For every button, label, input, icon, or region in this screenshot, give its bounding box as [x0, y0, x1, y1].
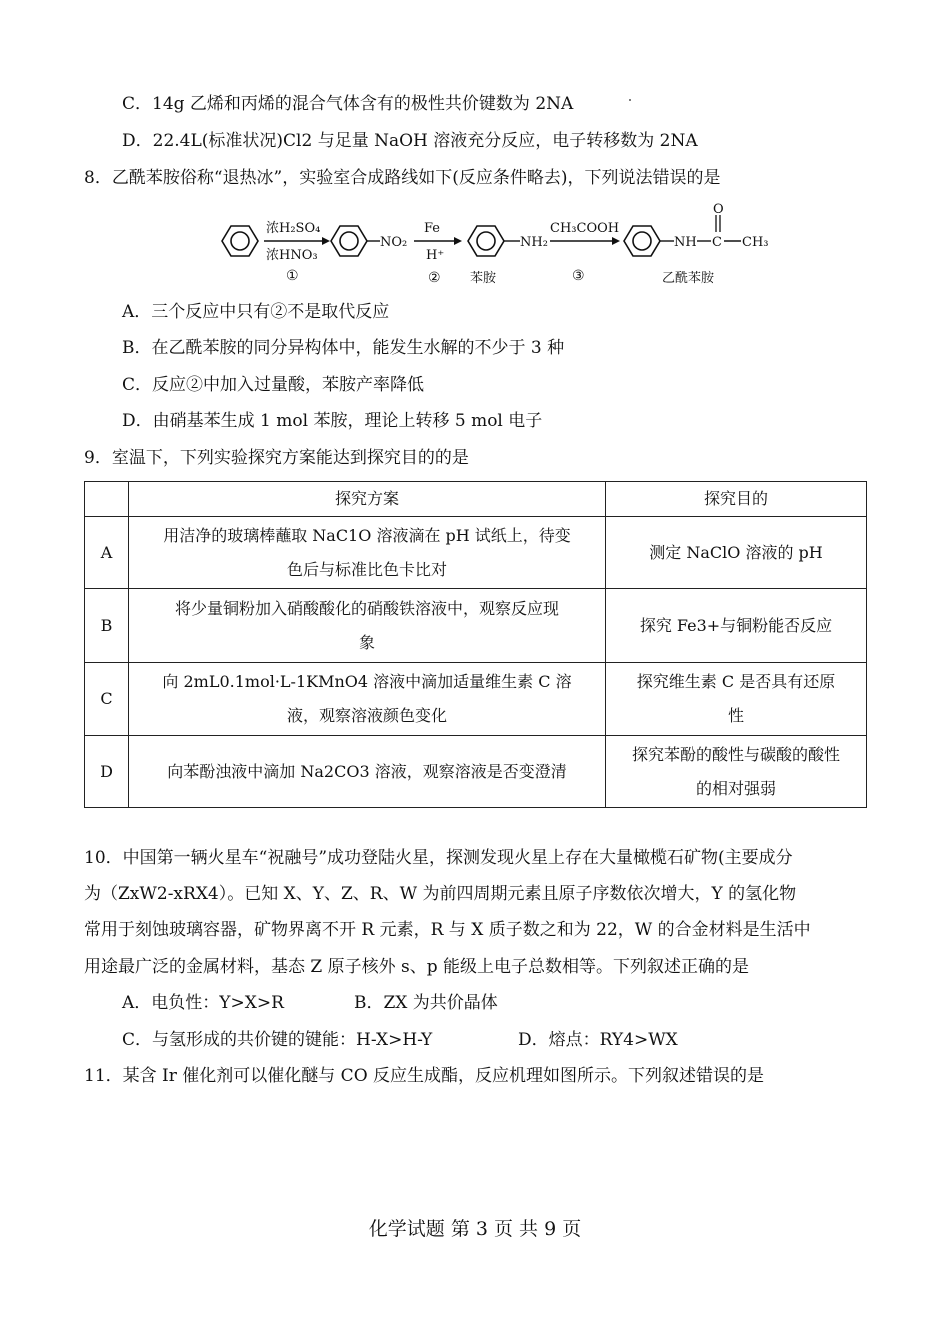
q11-stem: 11．某含 Ir 催化剂可以催化醚与 CO 反应生成酯，反应机理如图所示。下列叙述错误的是 [84, 1066, 765, 1086]
plan-cell [129, 589, 606, 663]
benzene-ring-1 [222, 226, 258, 256]
plan-cell [129, 517, 606, 589]
reagent-3-top: CH₃COOH [550, 221, 620, 236]
q10-stem-line4: 用途最广泛的金属材料，基态 Z 原子核外 s、p 能级上电子总数相等。下列叙述正确的是 [84, 957, 750, 977]
plan-line: 液，观察溶液颜色变化 [286, 706, 447, 725]
page-footer: 化学试题 第 3 页 共 9 页 [368, 1218, 582, 1240]
goal-line: 探究苯酚的酸性与碳酸的酸性 [631, 744, 840, 764]
table-header-label [85, 482, 129, 517]
row-label: D [85, 736, 129, 808]
goal-line: 性 [727, 706, 744, 725]
q10-stem-line2: 为（ZxW2-xRX4）。已知 X、Y、Z、R、W 为前四周期元素且原子序数依次增大，Y 的氢化物 [84, 884, 797, 904]
goal-cell [606, 517, 867, 589]
goal-line: 的相对强弱 [695, 778, 776, 798]
reagent-2-top: Fe [424, 221, 441, 236]
goal-line: 探究 Fe3+与铜粉能否反应 [639, 615, 833, 635]
q10-option-a: A．电负性：Y>X>R [122, 993, 284, 1013]
q10-stem-line1: 10．中国第一辆火星车“祝融号”成功登陆火星，探测发现火星上存在大量橄榄石矿物(主要成分 [84, 848, 793, 868]
table-header-row [85, 482, 867, 517]
q9-stem: 9．室温下，下列实验探究方案能达到探究目的的是 [84, 448, 469, 468]
benzene-ring-3 [468, 226, 504, 256]
nitro-group: NO₂ [380, 235, 408, 250]
experiment-table [84, 481, 867, 808]
q7-option-d: D．22.4L(标准状况)Cl2 与足量 NaOH 溶液充分反应，电子转移数为 2NA [122, 131, 698, 151]
step-1-label: ① [286, 268, 299, 284]
plan-line: 将少量铜粉加入硝酸酸化的硝酸铁溶液中，观察反应现 [174, 598, 559, 618]
plan-cell [129, 663, 606, 736]
table-row [85, 736, 867, 808]
table-header-plan: 探究方案 [129, 482, 606, 517]
reaction-arrow-1 [264, 237, 330, 245]
stray-dot [629, 99, 631, 101]
goal-cell [606, 736, 867, 808]
q8-option-c: C．反应②中加入过量酸，苯胺产率降低 [122, 375, 425, 395]
amino-group: NH₂ [520, 235, 548, 250]
row-label: C [85, 663, 129, 736]
benzene-ring-4 [624, 226, 660, 256]
plan-cell [129, 736, 606, 808]
plan-line: 向苯酚浊液中滴加 Na2CO3 溶液，观察溶液是否变澄清 [167, 761, 567, 781]
q10-option-b: B．ZX 为共价晶体 [354, 993, 498, 1013]
aniline-name: 苯胺 [470, 271, 497, 286]
carbonyl-oxygen: O [713, 202, 724, 217]
reaction-scheme [214, 200, 794, 292]
methyl-group: CH₃ [742, 235, 769, 250]
table-row [85, 589, 867, 663]
reagent-1-bottom: 浓HNO₃ [266, 248, 318, 263]
reagent-2-bottom: H⁺ [426, 248, 445, 263]
q7-option-c: C．14g 乙烯和丙烯的混合气体含有的极性共价键数为 2NA [122, 94, 574, 114]
nh-group: NH [674, 235, 697, 250]
row-label: A [85, 517, 129, 589]
step-3-label: ③ [572, 268, 585, 284]
acetanilide-name: 乙酰苯胺 [662, 271, 715, 286]
plan-line: 用洁净的玻璃棒蘸取 NaC1O 溶液滴在 pH 试纸上，待变 [163, 525, 571, 545]
plan-line: 向 2mL0.1mol·L-1KMnO4 溶液中滴加适量维生素 C 溶 [162, 672, 572, 691]
benzene-ring-2 [331, 226, 367, 256]
goal-cell [606, 663, 867, 736]
q8-option-a: A．三个反应中只有②不是取代反应 [122, 302, 390, 322]
goal-line: 探究维生素 C 是否具有还原 [636, 672, 836, 691]
q8-option-d: D．由硝基苯生成 1 mol 苯胺，理论上转移 5 mol 电子 [122, 411, 543, 431]
reaction-arrow-3 [550, 237, 620, 245]
table-row [85, 663, 867, 736]
goal-line: 测定 NaClO 溶液的 pH [649, 542, 823, 562]
step-2-label: ② [428, 270, 441, 286]
table-row [85, 517, 867, 589]
goal-cell [606, 589, 867, 663]
plan-line: 象 [358, 632, 375, 652]
reagent-1-top: 浓H₂SO₄ [266, 221, 321, 236]
carbonyl-carbon: C [712, 235, 722, 250]
q10-stem-line3: 常用于刻蚀玻璃容器，矿物界离不开 R 元素，R 与 X 质子数之和为 22，W 的合金材料是生活中 [84, 920, 811, 940]
reaction-arrow-2 [414, 237, 462, 245]
plan-line: 色后与标准比色卡比对 [286, 559, 447, 579]
q8-stem: 8．乙酰苯胺俗称“退热冰”，实验室合成路线如下(反应条件略去)，下列说法错误的是 [84, 168, 721, 188]
q10-option-c: C．与氢形成的共价键的键能：H-X>H-Y [122, 1030, 433, 1050]
table-header-goal: 探究目的 [606, 482, 867, 517]
q10-option-d: D．熔点：RY4>WX [518, 1030, 678, 1050]
row-label: B [85, 589, 129, 663]
q8-option-b: B．在乙酰苯胺的同分异构体中，能发生水解的不少于 3 种 [122, 338, 565, 358]
